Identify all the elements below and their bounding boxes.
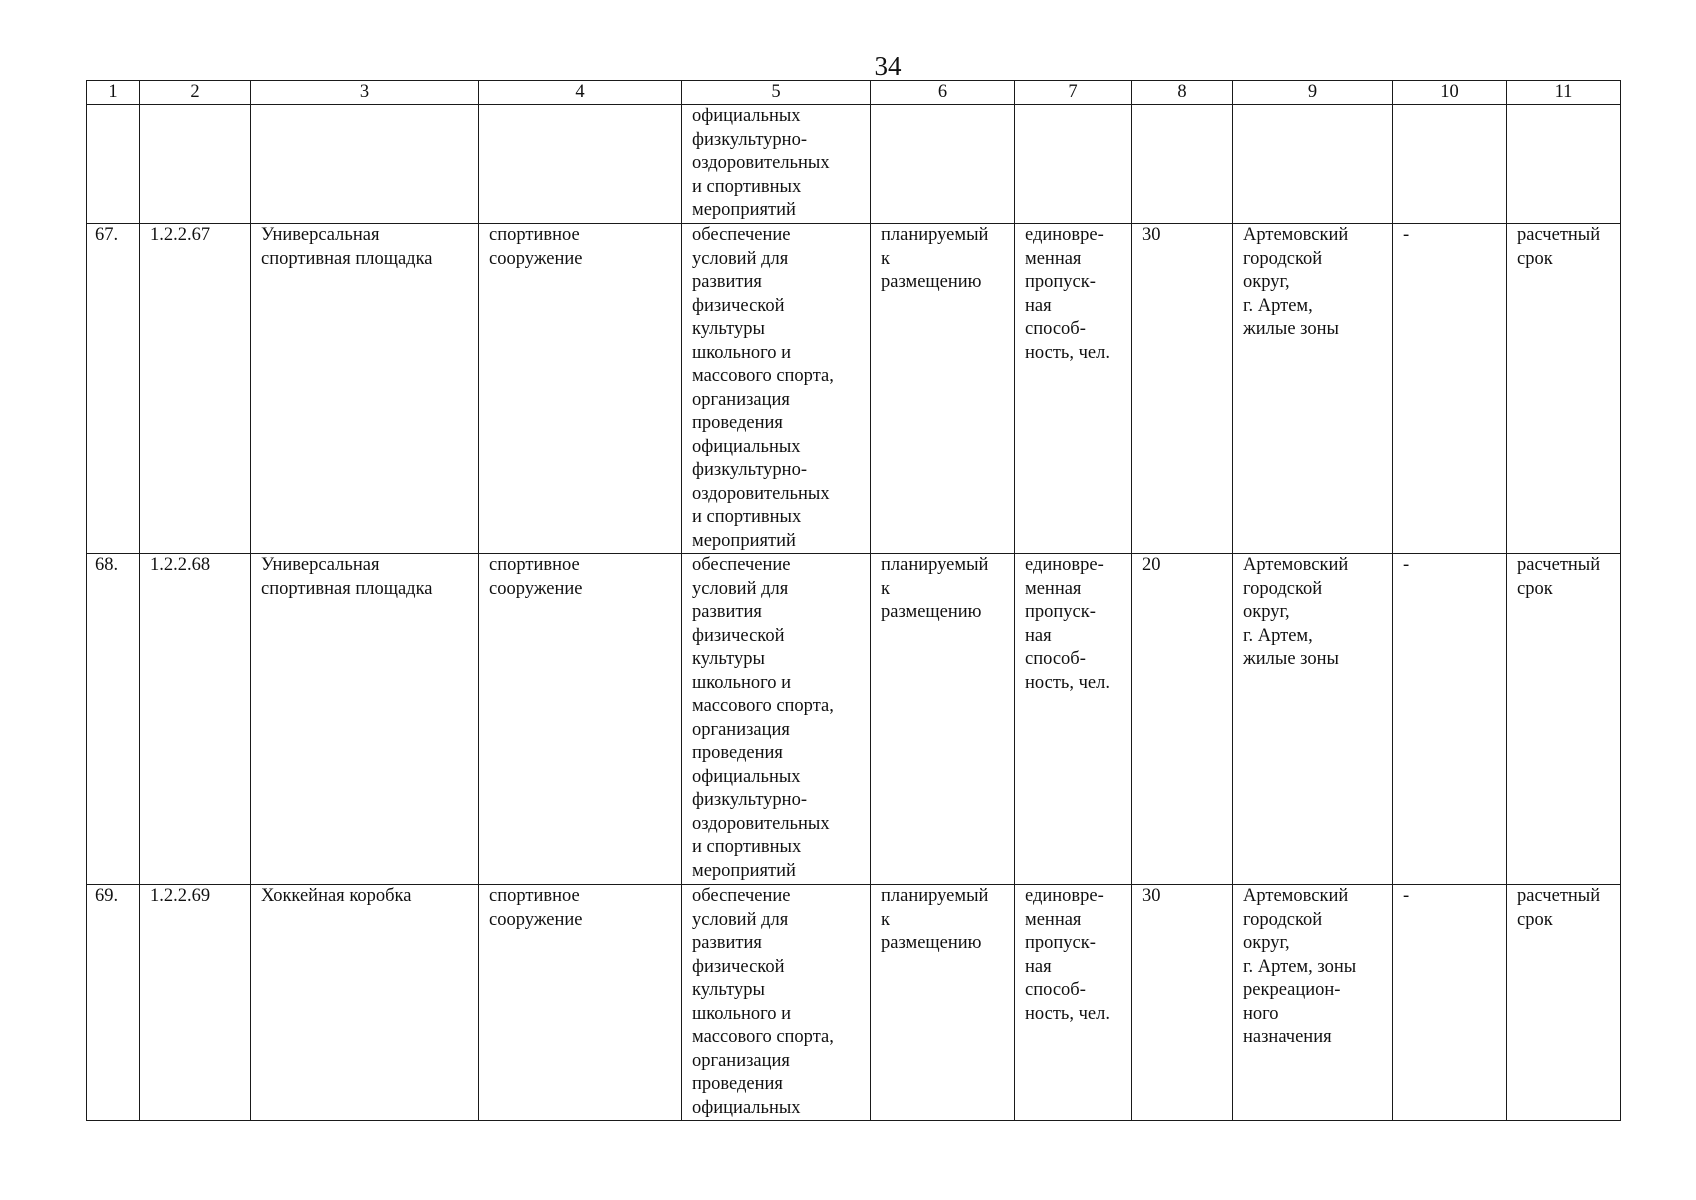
name-line: Универсальная [261, 555, 380, 575]
purpose-line: массового спорта, [692, 366, 834, 386]
purpose-line: оздоровительных [692, 483, 830, 504]
purpose-line: культуры [692, 980, 765, 1000]
object-name [251, 885, 479, 1121]
purpose-line: и спортивных [692, 176, 802, 197]
status-line: к [881, 578, 890, 599]
object-location [1233, 224, 1393, 554]
object-purpose [682, 885, 871, 1121]
zone-value: - [1393, 885, 1507, 1121]
status-line: планируемый [881, 555, 989, 575]
characteristic-line: пропуск- [1025, 933, 1096, 953]
object-characteristic [1015, 554, 1132, 885]
object-characteristic [1015, 224, 1132, 554]
purpose-line: физической [692, 625, 785, 646]
type-line: спортивное [489, 225, 580, 245]
purpose-line: обеспечение [692, 555, 791, 575]
page-number: 34 [874, 51, 902, 81]
purpose-line: официальных [692, 436, 801, 457]
status-line: размещению [881, 272, 982, 292]
continuation-row [87, 105, 1621, 224]
characteristic-line: единовре- [1025, 886, 1104, 906]
status-line: к [881, 248, 890, 269]
column-header-1: 1 [87, 81, 140, 105]
purpose-line: обеспечение [692, 886, 791, 906]
characteristic-line: способ- [1025, 649, 1086, 669]
object-location [1233, 554, 1393, 885]
status-line: планируемый [881, 225, 989, 245]
table-row [87, 554, 1621, 885]
location-line: Артемовский [1243, 225, 1349, 245]
characteristic-line: ная [1025, 956, 1052, 977]
status-line: планируемый [881, 886, 989, 906]
purpose-line: оздоровительных [692, 153, 830, 173]
location-line: городской [1243, 578, 1323, 599]
object-code: 1.2.2.69 [140, 885, 251, 1121]
object-purpose [682, 554, 871, 885]
object-characteristic [1015, 885, 1132, 1121]
type-line: спортивное [489, 555, 580, 575]
term-line: срок [1517, 248, 1553, 269]
object-status [871, 885, 1015, 1121]
column-header-4: 4 [479, 81, 682, 105]
location-line: назначения [1243, 1027, 1332, 1047]
location-line: городской [1243, 248, 1323, 269]
purpose-line: оздоровительных [692, 813, 830, 834]
empty-cell [1132, 105, 1233, 224]
term-line: расчетный [1517, 886, 1601, 906]
characteristic-line: пропуск- [1025, 602, 1096, 622]
purpose-line: массового спорта, [692, 696, 834, 716]
purpose-line: школьного и [692, 1003, 792, 1024]
column-header-5: 5 [682, 81, 871, 105]
purpose-line: мероприятий [692, 530, 796, 551]
table-row [87, 224, 1621, 554]
purpose-line: физической [692, 295, 785, 316]
empty-cell [1233, 105, 1393, 224]
characteristic-value: 30 [1132, 885, 1233, 1121]
purpose-line: официальных [692, 106, 801, 126]
planned-objects-table [86, 80, 1621, 1121]
empty-cell [1015, 105, 1132, 224]
row-index: 69. [87, 885, 140, 1121]
name-line: Универсальная [261, 225, 380, 245]
characteristic-value: 20 [1132, 554, 1233, 885]
object-name [251, 554, 479, 885]
purpose-line: обеспечение [692, 225, 791, 245]
name-line: спортивная площадка [261, 248, 433, 269]
term-line: срок [1517, 578, 1553, 599]
object-name [251, 224, 479, 554]
term-line: расчетный [1517, 555, 1601, 575]
type-line: спортивное [489, 886, 580, 906]
status-line: размещению [881, 602, 982, 622]
characteristic-line: ная [1025, 295, 1052, 316]
purpose-line: физкультурно- [692, 790, 807, 810]
name-line: спортивная площадка [261, 578, 433, 599]
purpose-line: организация [692, 719, 790, 740]
purpose-line: условий для [692, 248, 789, 269]
location-line: городской [1243, 909, 1323, 930]
term-line: срок [1517, 909, 1553, 930]
characteristic-line: менная [1025, 248, 1082, 269]
purpose-line: культуры [692, 649, 765, 669]
type-line: сооружение [489, 578, 583, 599]
column-header-6: 6 [871, 81, 1015, 105]
characteristic-line: единовре- [1025, 225, 1104, 245]
characteristic-line: ная [1025, 625, 1052, 646]
location-line: г. Артем, зоны [1243, 956, 1357, 977]
term-line: расчетный [1517, 225, 1601, 245]
purpose-line: организация [692, 389, 790, 410]
purpose-line: условий для [692, 909, 789, 930]
purpose-line: проведения [692, 743, 783, 763]
empty-cell [1507, 105, 1621, 224]
status-line: к [881, 909, 890, 930]
location-line: рекреацион- [1243, 980, 1341, 1000]
characteristic-line: ность, чел. [1025, 672, 1110, 693]
empty-cell [140, 105, 251, 224]
purpose-line: мероприятий [692, 860, 796, 881]
column-header-2: 2 [140, 81, 251, 105]
implementation-term [1507, 224, 1621, 554]
location-line: г. Артем, [1243, 625, 1313, 646]
purpose-line: физкультурно- [692, 129, 807, 150]
purpose-line: культуры [692, 319, 765, 339]
column-number-row [87, 81, 1621, 105]
empty-cell [87, 105, 140, 224]
object-code: 1.2.2.67 [140, 224, 251, 554]
location-line: округ, [1243, 933, 1290, 953]
purpose-line: развития [692, 602, 762, 622]
characteristic-line: способ- [1025, 319, 1086, 339]
object-code: 1.2.2.68 [140, 554, 251, 885]
characteristic-line: менная [1025, 578, 1082, 599]
empty-cell [1393, 105, 1507, 224]
object-purpose [682, 224, 871, 554]
empty-cell [479, 105, 682, 224]
type-line: сооружение [489, 248, 583, 269]
object-type [479, 885, 682, 1121]
column-header-7: 7 [1015, 81, 1132, 105]
purpose-line: и спортивных [692, 507, 802, 527]
purpose-line: организация [692, 1050, 790, 1071]
zone-value: - [1393, 224, 1507, 554]
location-line: Артемовский [1243, 886, 1349, 906]
purpose-line: физкультурно- [692, 460, 807, 480]
characteristic-line: пропуск- [1025, 272, 1096, 292]
object-status [871, 224, 1015, 554]
purpose-cell [682, 105, 871, 224]
characteristic-value: 30 [1132, 224, 1233, 554]
purpose-line: и спортивных [692, 837, 802, 857]
purpose-line: условий для [692, 578, 789, 599]
purpose-line: школьного и [692, 342, 792, 363]
purpose-line: мероприятий [692, 200, 796, 220]
empty-cell [251, 105, 479, 224]
characteristic-line: ность, чел. [1025, 342, 1110, 363]
name-line: Хоккейная коробка [261, 886, 412, 906]
object-status [871, 554, 1015, 885]
column-header-3: 3 [251, 81, 479, 105]
object-type [479, 554, 682, 885]
empty-cell [871, 105, 1015, 224]
purpose-line: официальных [692, 766, 801, 787]
purpose-line: физической [692, 956, 785, 977]
table-row [87, 885, 1621, 1121]
type-line: сооружение [489, 909, 583, 930]
column-header-11: 11 [1507, 81, 1621, 105]
purpose-line: школьного и [692, 672, 792, 693]
purpose-line: проведения [692, 1074, 783, 1094]
implementation-term [1507, 885, 1621, 1121]
purpose-line: проведения [692, 413, 783, 433]
purpose-line: развития [692, 272, 762, 292]
implementation-term [1507, 554, 1621, 885]
purpose-line: развития [692, 933, 762, 953]
location-line: жилые зоны [1243, 319, 1339, 339]
location-line: Артемовский [1243, 555, 1349, 575]
location-line: ного [1243, 1003, 1279, 1024]
location-line: г. Артем, [1243, 295, 1313, 316]
row-index: 67. [87, 224, 140, 554]
characteristic-line: менная [1025, 909, 1082, 930]
purpose-line: массового спорта, [692, 1027, 834, 1047]
characteristic-line: единовре- [1025, 555, 1104, 575]
object-type [479, 224, 682, 554]
column-header-9: 9 [1233, 81, 1393, 105]
status-line: размещению [881, 933, 982, 953]
purpose-line: официальных [692, 1097, 801, 1118]
column-header-10: 10 [1393, 81, 1507, 105]
characteristic-line: способ- [1025, 980, 1086, 1000]
object-location [1233, 885, 1393, 1121]
location-line: жилые зоны [1243, 649, 1339, 669]
location-line: округ, [1243, 272, 1290, 292]
location-line: округ, [1243, 602, 1290, 622]
zone-value: - [1393, 554, 1507, 885]
row-index: 68. [87, 554, 140, 885]
column-header-8: 8 [1132, 81, 1233, 105]
characteristic-line: ность, чел. [1025, 1003, 1110, 1024]
